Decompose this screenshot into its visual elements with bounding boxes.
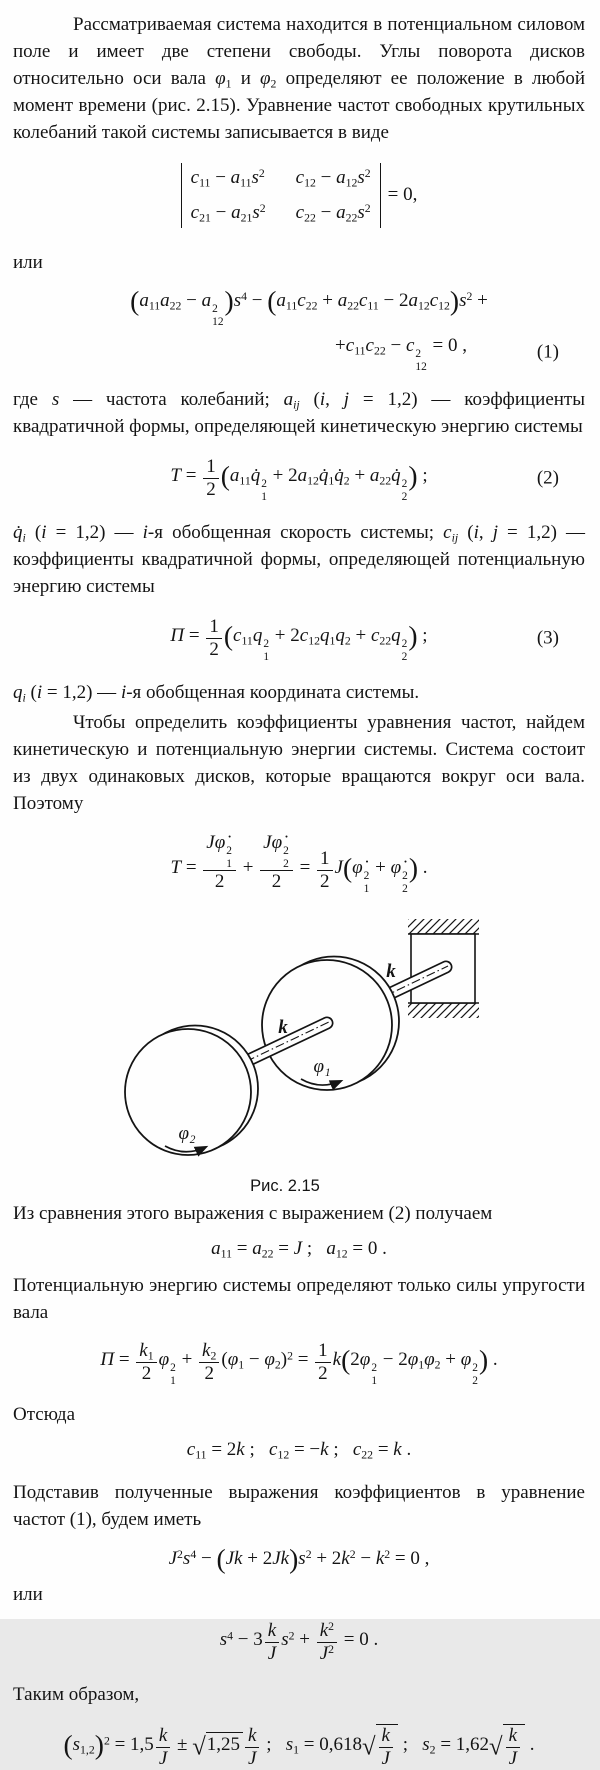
paragraph-where: где s — частота колебаний; $a_{ij}$ (i, j = 1,2) — коэффициенты квадратичной формы, определяющей кинетическую энергию системы xyxy=(13,388,586,437)
equation-2 xyxy=(13,456,585,503)
paragraph-comparison: Из сравнения этого выражения с выражением (2) получаем xyxy=(13,1203,493,1225)
paragraph-intro: Рассматриваемая система находится в потенциальном силовом поле и имеет две степени свободы. Углы поворота дисков относительно оси вала $\varphi_1$ и $\varphi_2$ определяют ее положение в любой момент времени (рис. 2.15). Уравнение частот свободных крутильных колебаний такой системы записывается в виде xyxy=(13,14,585,143)
equation-1-number: (1) xyxy=(536,342,559,364)
equation-frequency-substituted: $J^2s^4 - (Jk + 2Jk)s^2 + 2k^2 - k^2 = 0$ , xyxy=(168,1542,430,1574)
paragraph-thus: Таким образом, xyxy=(13,1683,140,1705)
equation-potential-energy: П = $\frac{k_1}{2}$ φ 2 1 + $\frac{k_2}{2}$ $(\varphi_1 - \varphi_2)^2$ = $\frac{1}{2}$ k(2φ 2 1 − $2\varphi_1\varphi_2 + \varphi$ 2 2 ) . xyxy=(100,1339,498,1387)
paragraph-substitute: Подставив полученные выражения коэффициентов в уравнение частот (1), будем иметь xyxy=(13,1481,585,1530)
wall-hatch-top xyxy=(408,919,479,934)
phi-2-label: φ₂ xyxy=(178,1123,196,1145)
equation-roots: $(s_{1,2})^2 = 1,5$ $\frac{k}{J}$ ± √1,25 $\frac{k}{J}$ ; $s_1 = 0,618√$ $\frac{k}{J}$ ; $s_2 = 1,62√$ $\frac{k}{J}$ . xyxy=(63,1724,535,1769)
paragraph-potential: Потенциальную энергию системы определяют только силы упругости вала xyxy=(13,1274,585,1323)
word-or-2: или xyxy=(13,1584,43,1606)
determinant-right-bar xyxy=(380,163,381,228)
word-or-1: или xyxy=(13,252,43,274)
det-cell-21: $c_{21} - a_{21}s^2$ xyxy=(190,201,266,225)
det-cell-11: $c_{11} - a_{11}s^2$ xyxy=(190,167,265,190)
paragraph-velocity: $q̇_i$ (i = 1,2) — i-я обобщенная скорость системы; $c_{ij}$ (i, j = 1,2) — коэффициенты квадратичной формы, определяющей потенциальную энергию системы xyxy=(13,521,586,597)
det-cell-12: $c_{12} - a_{12}s^2$ xyxy=(295,167,371,190)
equation-3-body: П = $\frac{1}{2}$ ($c_{11}q$ 2 1 + $2c_{12}q_1q_2 + c_{22}q$ 2 2 ) ; xyxy=(170,615,428,663)
equation-determinant xyxy=(13,163,585,236)
equation-2-number: (2) xyxy=(536,468,559,490)
equation-1-line-1: ($a_{11}a_{22} - a$ 2 12 )$s^4 - (a_{11}c_{22} + a_{22}c_{11} - 2a_{12}c_{12})s^2$ + xyxy=(130,284,488,328)
figure-caption: Рис. 2.15 xyxy=(250,1177,320,1196)
equation-3-number: (3) xyxy=(536,628,559,650)
two-disk-shaft-diagram xyxy=(13,899,585,1165)
equation-2-body: T = $\frac{1}{2}$ ($a_{11}q̇$ 2 1 + $2a_{12}q̇_1q̇_2$ + $a_{22}q̇$ 2 2 ) ; xyxy=(170,455,428,503)
det-cell-22: $c_{22} - a_{22}s^2$ xyxy=(295,201,371,225)
equation-frequency-simplified: $s^4 - 3$ $\frac{k}{J}$ $s^2$ + $\frac{k^2}{J^2}$ = 0 . xyxy=(219,1620,379,1665)
paragraph-find-coefficients: Чтобы определить коэффициенты уравнения частот, найдем кинетическую и потенциальную энергии системы. Система состоит из двух одинаковых дисков, которые вращаются вокруг оси вала. Поэтому xyxy=(13,711,585,814)
equation-1 xyxy=(13,284,585,373)
equation-a-coefficients: $a_{11} = a_{22} = J$ ; $a_{12} = 0$ . xyxy=(211,1238,387,1261)
stiffness-label-shaft-2: k xyxy=(278,1017,288,1039)
equation-1-line-2: $+c_{11}c_{22} - c$ 2 12 = 0 , xyxy=(335,334,467,373)
det-rhs: = 0, xyxy=(387,184,418,206)
word-hence: Отсюда xyxy=(13,1403,76,1425)
stiffness-label-shaft-1: k xyxy=(386,961,396,983)
figure-2-15 xyxy=(13,899,585,1197)
phi-1-label: φ₁ xyxy=(313,1056,331,1078)
equation-c-coefficients: $c_{11} = 2k$ ; $c_{12} = -k$ ; $c_{22} = k$ . xyxy=(186,1438,412,1462)
equation-kinetic-energy: T = Jφ̇ 2 1 2 + Jφ̇ 2 2 2 = $\frac{1}{2}$ J(φ̇ 2 1 + φ̇ 2 2 ) . xyxy=(170,831,428,895)
equation-3 xyxy=(13,616,585,663)
wall-hatch-bottom xyxy=(408,1003,479,1018)
paragraph-coordinate: $q_i$ (i = 1,2) — i-я обобщенная координата системы. xyxy=(13,681,420,705)
